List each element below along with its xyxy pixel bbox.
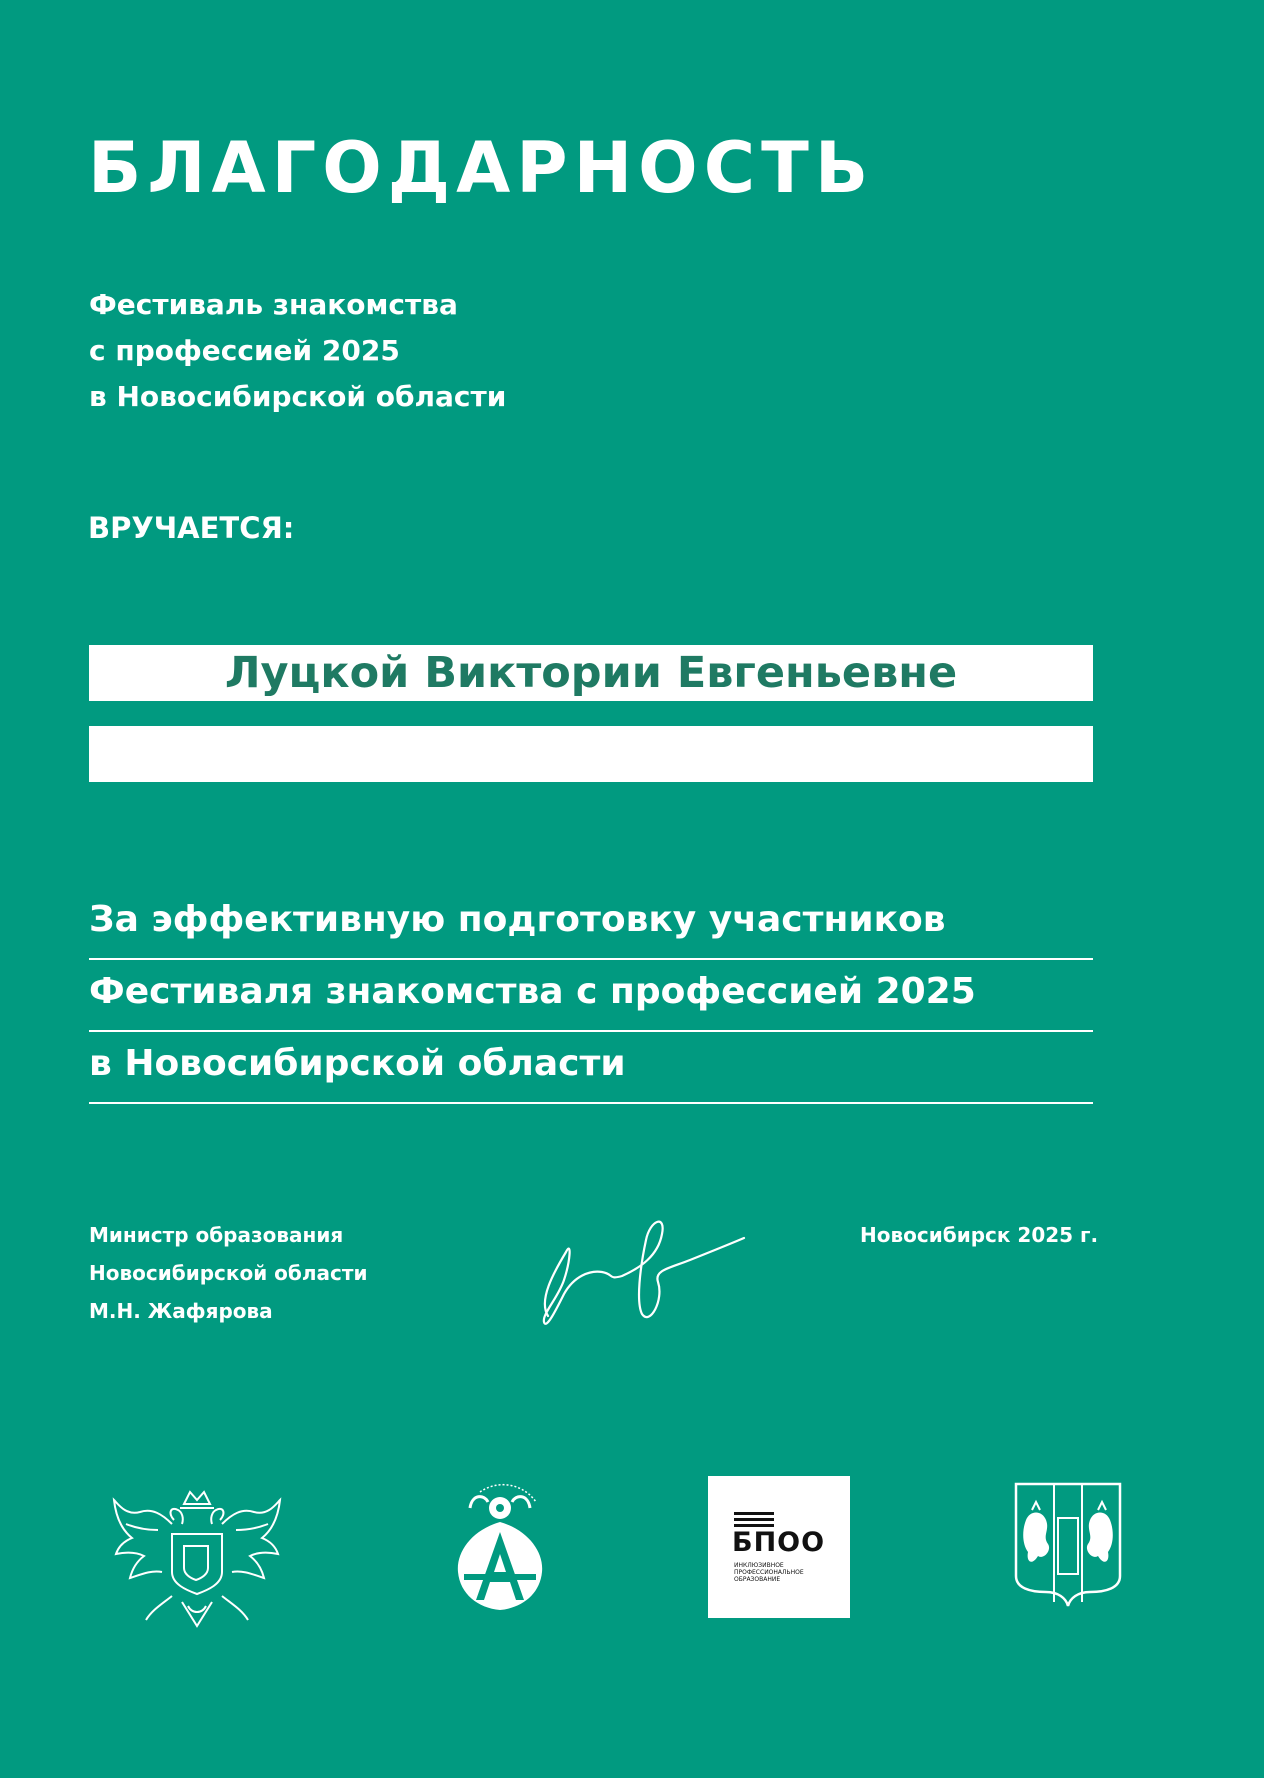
handwritten-signature	[530, 1210, 750, 1330]
signer-line: Министр образования	[89, 1223, 344, 1247]
signer-line: Новосибирской области	[89, 1261, 368, 1285]
place-date: Новосибирск 2025 г.	[860, 1223, 1099, 1247]
recipient-name: Луцкой Виктории Евгеньевне	[224, 648, 958, 698]
bpoo-caption: ИНКЛЮЗИВНОЕ ПРОФЕССИОНАЛЬНОЕ ОБРАЗОВАНИЕ	[734, 1562, 804, 1583]
subtitle-line: в Новосибирской области	[89, 380, 507, 413]
signer-block	[89, 1216, 368, 1330]
reason-line: Фестиваля знакомства с профессией 2025	[89, 960, 1093, 1032]
recipient-extra-field	[89, 726, 1093, 782]
subtitle-line: Фестиваль знакомства	[89, 288, 458, 321]
award-reason	[89, 888, 1093, 1104]
signer-name: М.Н. Жафярова	[89, 1299, 273, 1323]
reason-line: За эффективную подготовку участников	[89, 888, 1093, 960]
ministry-eagle-emblem-icon	[112, 1484, 282, 1634]
event-subtitle	[89, 282, 506, 420]
bpoo-logo	[708, 1476, 850, 1618]
certificate-title: БЛАГОДАРНОСТЬ	[88, 127, 875, 209]
awarded-label: ВРУЧАЕТСЯ:	[88, 511, 295, 545]
bpoo-wordmark: БПОО	[732, 1527, 826, 1558]
reason-line: в Новосибирской области	[89, 1032, 1093, 1104]
novosibirsk-coat-of-arms-icon	[1012, 1480, 1124, 1612]
festival-logo-icon	[450, 1472, 550, 1612]
subtitle-line: с профессией 2025	[89, 334, 400, 367]
